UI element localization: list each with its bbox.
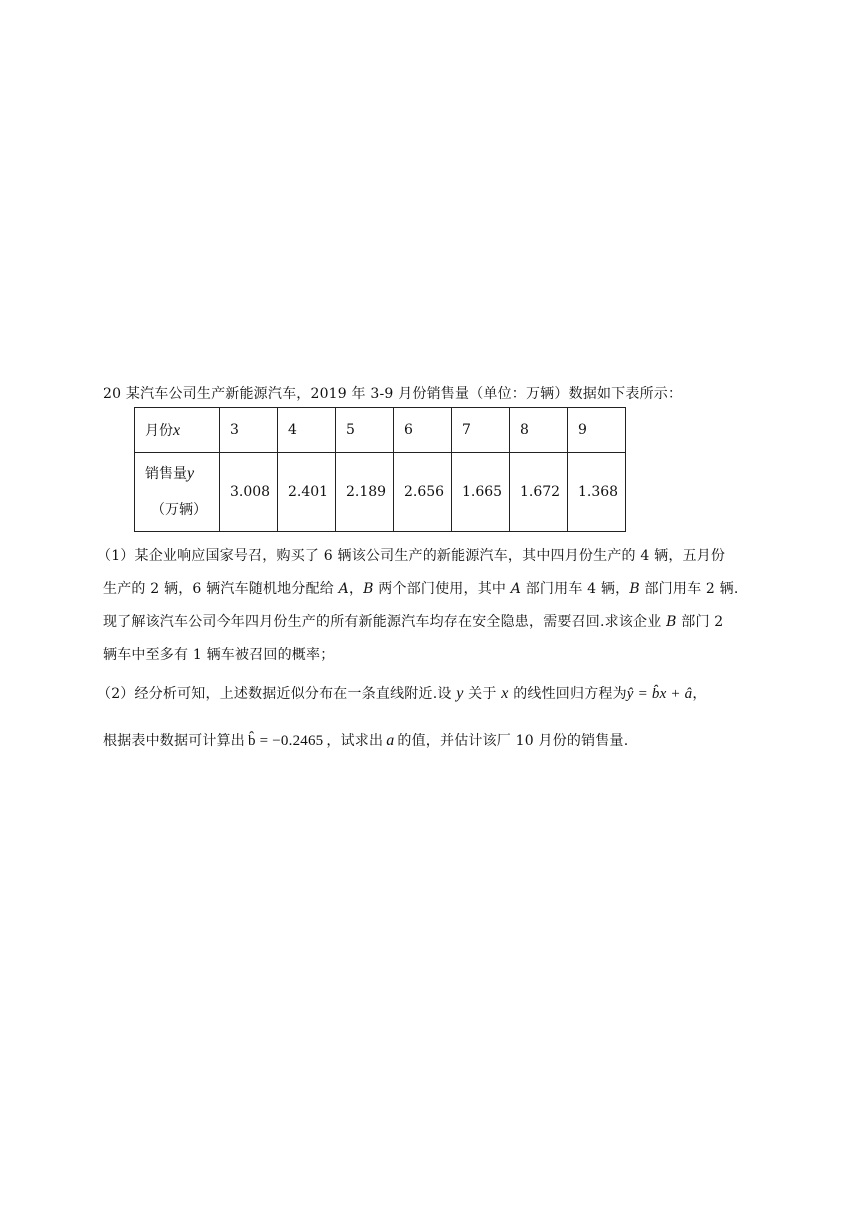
text-span: 生产的 2 辆，6 辆汽车随机地分配给 xyxy=(103,581,339,597)
text-span: ， xyxy=(348,581,364,597)
sales-cell: 2.401 xyxy=(278,453,336,532)
regression-equation: ŷ = b̂x + â xyxy=(626,686,693,702)
var-B: B xyxy=(363,581,374,597)
sales-cell: 3.008 xyxy=(220,453,278,532)
part2-line2 xyxy=(103,730,628,750)
month-cell: 5 xyxy=(336,408,394,453)
month-var: x xyxy=(173,422,181,439)
text-span: 两个部门使用，其中 xyxy=(373,581,511,597)
month-cell: 4 xyxy=(278,408,336,453)
month-cell: 8 xyxy=(510,408,568,453)
text-span: 关于 xyxy=(463,686,502,702)
problem-intro: 20 某汽车公司生产新能源汽车，2019 年 3-9 月份销售量（单位：万辆）数据如下表所示： xyxy=(103,386,683,402)
month-cell: 3 xyxy=(220,408,278,453)
month-cell: 6 xyxy=(394,408,452,453)
table-row xyxy=(135,408,626,453)
sales-label: 销售量 xyxy=(145,466,187,482)
b-hat-value: b̂ = −0.2465 xyxy=(248,733,324,749)
var-A: A xyxy=(510,581,522,597)
month-header-cell xyxy=(135,408,220,453)
text-span: 根据表中数据可计算出 xyxy=(103,733,245,749)
text-span: 的值，并估计该厂 10 月份的销售量. xyxy=(397,733,629,749)
sales-cell: 2.189 xyxy=(336,453,394,532)
sales-cell: 1.672 xyxy=(510,453,568,532)
var-A: A xyxy=(338,581,349,597)
sales-unit: （万辆） xyxy=(151,502,207,518)
month-cell: 9 xyxy=(568,408,626,453)
table-row xyxy=(135,453,626,532)
text-span: （2）经分析可知，上述数据近似分布在一条直线附近.设 xyxy=(97,686,457,702)
part1-line4: 辆车中至多有 1 辆车被召回的概率； xyxy=(103,647,335,663)
part2-line1 xyxy=(97,683,707,703)
var-y: y xyxy=(456,685,464,702)
var-B: B xyxy=(666,614,677,630)
text-span: 现了解该汽车公司今年四月份生产的所有新能源汽车均存在安全隐患，需要召回.求该企业 xyxy=(103,614,667,630)
month-label: 月份 xyxy=(145,423,173,439)
text-span: 部门用车 4 辆， xyxy=(521,581,630,597)
sales-table xyxy=(134,407,626,532)
text-span: 的线性回归方程为 xyxy=(508,686,627,702)
part1-line3 xyxy=(103,611,723,631)
text-span: 部门 2 xyxy=(676,614,724,630)
var-x: x xyxy=(501,685,509,702)
month-cell: 7 xyxy=(452,408,510,453)
var-a: a xyxy=(386,732,395,749)
text-span: ， xyxy=(692,686,707,702)
part1-line1: （1）某企业响应国家号召，购买了 6 辆该公司生产的新能源汽车，其中四月份生产的 4 辆，五月份 xyxy=(97,548,726,564)
sales-var: y xyxy=(187,465,195,482)
text-span: ，试求出 xyxy=(326,733,384,749)
sales-header-cell xyxy=(135,453,220,532)
text-span: 部门用车 2 辆. xyxy=(639,581,739,597)
part1-line2 xyxy=(103,578,739,598)
var-B: B xyxy=(629,581,640,597)
sales-cell: 1.368 xyxy=(568,453,626,532)
sales-cell: 2.656 xyxy=(394,453,452,532)
sales-cell: 1.665 xyxy=(452,453,510,532)
